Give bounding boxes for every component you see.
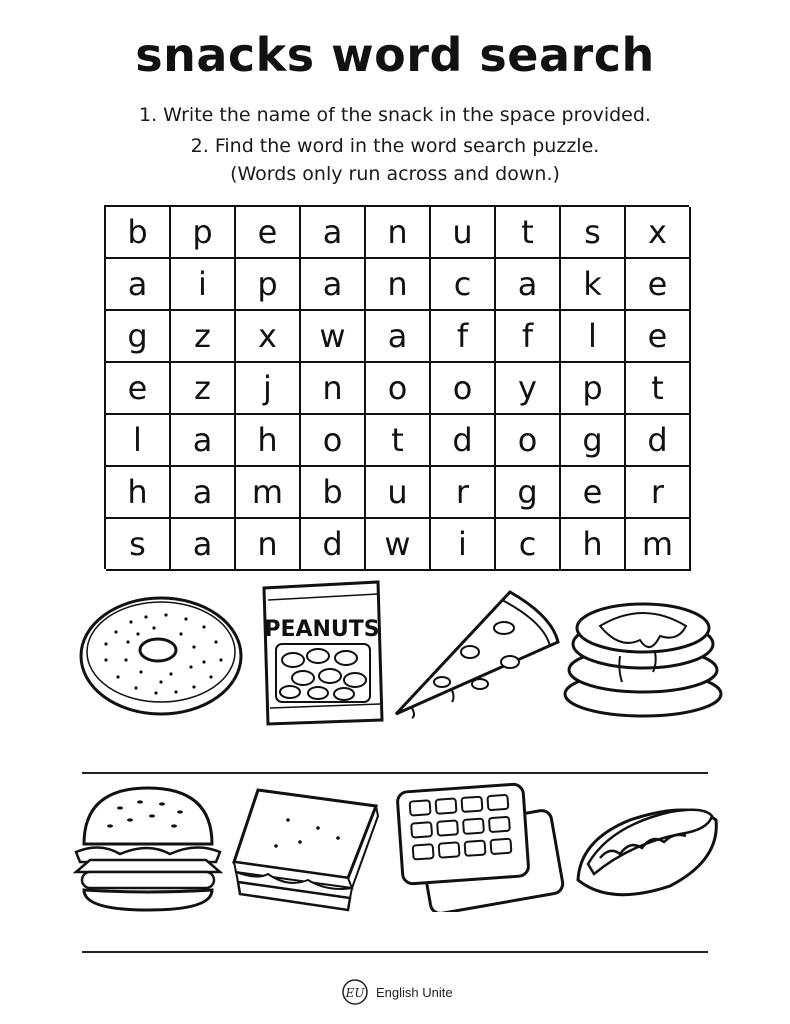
grid-cell: m bbox=[236, 467, 301, 519]
sandwich-icon bbox=[228, 780, 386, 918]
svg-text:EU: EU bbox=[345, 986, 365, 1000]
grid-cell: b bbox=[301, 467, 366, 519]
grid-cell: y bbox=[496, 363, 561, 415]
grid-cell: h bbox=[106, 467, 171, 519]
grid-cell: c bbox=[496, 519, 561, 571]
grid-cell: n bbox=[366, 207, 431, 259]
bagel-icon bbox=[76, 592, 246, 720]
grid-cell: u bbox=[431, 207, 496, 259]
grid-cell: n bbox=[366, 259, 431, 311]
grid-cell: x bbox=[236, 311, 301, 363]
grid-cell: i bbox=[171, 259, 236, 311]
grid-cell: l bbox=[106, 415, 171, 467]
grid-cell: m bbox=[626, 519, 691, 571]
grid-cell: k bbox=[561, 259, 626, 311]
grid-cell: e bbox=[626, 259, 691, 311]
grid-cell: d bbox=[301, 519, 366, 571]
grid-cell: f bbox=[496, 311, 561, 363]
grid-cell: h bbox=[236, 415, 301, 467]
grid-cell: p bbox=[236, 259, 301, 311]
word-search-grid bbox=[104, 205, 689, 569]
waffles-icon bbox=[394, 782, 566, 912]
grid-cell: a bbox=[171, 467, 236, 519]
grid-cell: e bbox=[626, 311, 691, 363]
grid-cell: r bbox=[626, 467, 691, 519]
grid-cell: a bbox=[496, 259, 561, 311]
grid-cell: p bbox=[171, 207, 236, 259]
grid-cell: i bbox=[431, 519, 496, 571]
pizza-slice-icon bbox=[392, 586, 562, 720]
brand-name: English Unite bbox=[376, 984, 453, 1000]
grid-cell: o bbox=[431, 363, 496, 415]
grid-cell: n bbox=[301, 363, 366, 415]
grid-cell: e bbox=[106, 363, 171, 415]
grid-cell: n bbox=[236, 519, 301, 571]
grid-cell: r bbox=[431, 467, 496, 519]
grid-cell: u bbox=[366, 467, 431, 519]
grid-cell: p bbox=[561, 363, 626, 415]
grid-cell: g bbox=[496, 467, 561, 519]
grid-cell: o bbox=[496, 415, 561, 467]
english-unite-logo-icon bbox=[340, 978, 370, 1006]
grid-cell: t bbox=[496, 207, 561, 259]
grid-cell: g bbox=[106, 311, 171, 363]
grid-cell: t bbox=[626, 363, 691, 415]
grid-cell: s bbox=[106, 519, 171, 571]
instruction-3: (Words only run across and down.) bbox=[230, 163, 560, 185]
peanuts-bag-icon bbox=[258, 578, 388, 728]
grid-cell: a bbox=[301, 259, 366, 311]
instruction-1: 1. Write the name of the snack in the space provided. bbox=[139, 104, 651, 126]
grid-cell: w bbox=[301, 311, 366, 363]
grid-cell: s bbox=[561, 207, 626, 259]
grid-cell: e bbox=[561, 467, 626, 519]
grid-cell: a bbox=[301, 207, 366, 259]
page-title: snacks word search bbox=[135, 28, 655, 82]
footer bbox=[340, 976, 453, 1008]
grid-cell: h bbox=[561, 519, 626, 571]
grid-cell: x bbox=[626, 207, 691, 259]
grid-cell: b bbox=[106, 207, 171, 259]
grid-cell: a bbox=[171, 519, 236, 571]
grid-cell: d bbox=[431, 415, 496, 467]
grid-cell: c bbox=[431, 259, 496, 311]
grid-cell: w bbox=[366, 519, 431, 571]
grid-cell: g bbox=[561, 415, 626, 467]
peanuts-label: PEANUTS bbox=[264, 617, 380, 642]
grid-cell: d bbox=[626, 415, 691, 467]
grid-cell: f bbox=[431, 311, 496, 363]
grid-cell: z bbox=[171, 363, 236, 415]
answer-line-1 bbox=[82, 772, 708, 774]
grid-cell: l bbox=[561, 311, 626, 363]
grid-cell: o bbox=[301, 415, 366, 467]
grid-cell: e bbox=[236, 207, 301, 259]
grid-cell: o bbox=[366, 363, 431, 415]
grid-cell: a bbox=[106, 259, 171, 311]
grid-cell: t bbox=[366, 415, 431, 467]
grid-cell: z bbox=[171, 311, 236, 363]
grid-cell: a bbox=[171, 415, 236, 467]
answer-line-2 bbox=[82, 951, 708, 953]
instruction-2: 2. Find the word in the word search puzzle. bbox=[190, 135, 600, 157]
pancakes-icon bbox=[560, 596, 726, 720]
hotdog-icon bbox=[570, 790, 724, 908]
grid-cell: a bbox=[366, 311, 431, 363]
grid-cell: j bbox=[236, 363, 301, 415]
hamburger-icon bbox=[70, 782, 226, 914]
